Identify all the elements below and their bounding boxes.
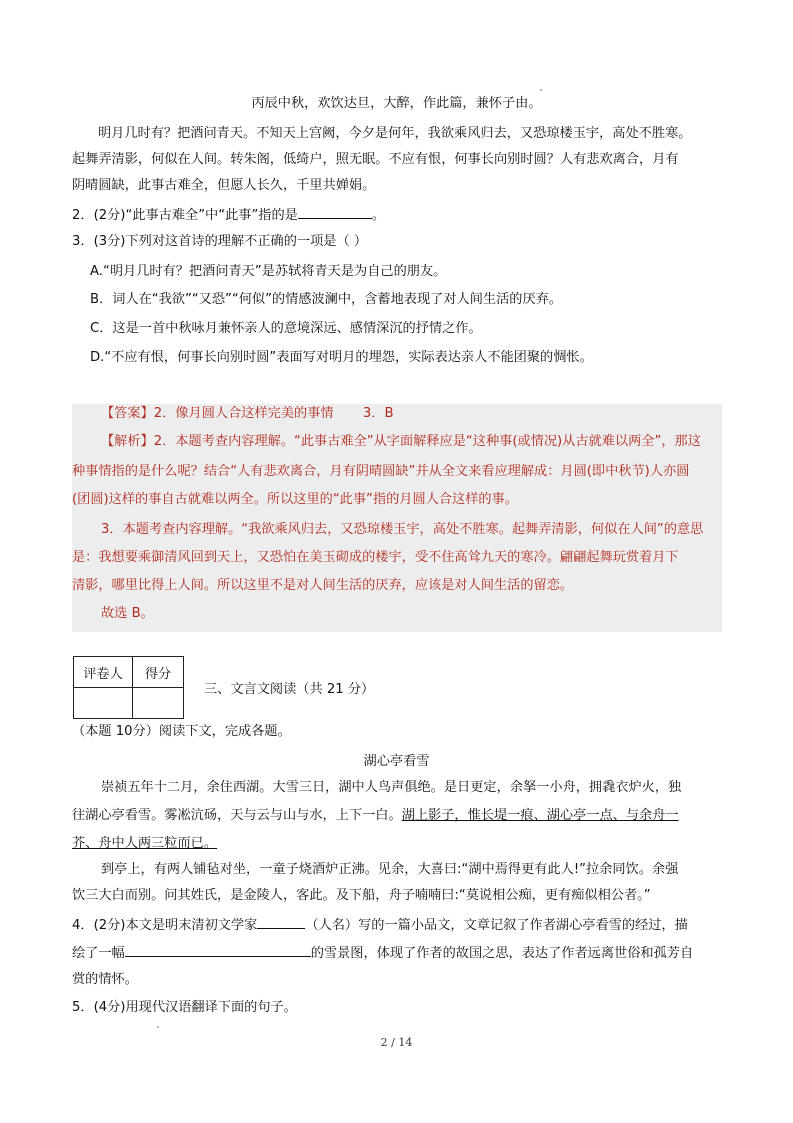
grader-cell — [74, 688, 133, 719]
answer-blank — [298, 204, 372, 219]
scan-speck — [540, 89, 542, 91]
answer-text: 2．像月圆人合这样完美的事情 3．B — [153, 406, 394, 421]
poem-line-2: 起舞弄清影，何似在人间。转朱阁，低绮户，照无眠。不应有恨，何事长向别时圆？人有悲欢离合，月有 — [72, 152, 679, 167]
analysis-line-3: (团圆)这样的事自古就难以两全。所以这里的“此事”指的月圆人合这样的事。 — [72, 492, 518, 507]
question-4-text-3: 绘了一幅 — [72, 946, 125, 961]
analysis-line-6: 清影，哪里比得上人间。所以这里不是对人间生活的厌弃，应该是对人间生活的留恋。 — [72, 578, 574, 593]
article-para-1-text: 往湖心亭看雪。雾凇沆砀，天与云与山与水，上下一白。 — [72, 808, 402, 823]
article-para-2-line-2: 饮三大白而别。问其姓氏，是金陵人，客此。及下船，舟子喃喃曰:“莫说相公痴，更有痴似相公者。” — [72, 888, 651, 903]
section-3-title: 三、文言文阅读（共 21 分） — [204, 682, 375, 697]
article-para-1-line-2 — [72, 806, 679, 826]
question-3-option-a: A.“明月几时有？把酒问青天”是苏轼将青天是为自己的朋友。 — [90, 264, 447, 279]
analysis-line-4: 3．本题考查内容理解。“我欲乘风归去，又恐琼楼玉宇，高处不胜寒。起舞弄清影，何似在人间”的意思 — [101, 522, 704, 537]
analysis-line-2: 种事情指的是什么呢？结合“人有悲欢离合，月有阴晴圆缺”并从全文来看应理解成：月圆(即中秋节)人亦圆 — [72, 464, 690, 479]
question-2 — [72, 204, 385, 226]
analysis-label: 【解析】 — [101, 434, 154, 449]
analysis-line-5: 是：我想要乘御清风回到天上，又恐怕在美玉砌成的楼宇，受不住高耸九天的寒冷。翩翩起舞玩赏着月下 — [72, 550, 679, 565]
question-3-option-d: D.“不应有恨，何事长向别时圆”表面写对明月的埋怨，实际表达亲人不能团聚的惆怅。 — [90, 350, 593, 365]
underlined-sentence-part-1: 湖上影子，惟长堤一痕、湖心亭一点、与余舟一 — [401, 808, 679, 823]
question-4-text-4: 的雪景图，体现了作者的故国之思，表达了作者远离世俗和孤芳自 — [310, 946, 694, 961]
question-3-stem: 3．(3分)下列对这首诗的理解不正确的一项是（ ） — [72, 234, 368, 249]
question-4-line-1 — [72, 914, 688, 936]
question-4-text-2: （人名）写的一篇小品文，文章记叙了作者湖心亭看雪的经过，描 — [305, 918, 688, 933]
section-3-intro: （本题 10分）阅读下文，完成各题。 — [72, 724, 291, 739]
question-4-line-3: 赏的情怀。 — [72, 972, 138, 987]
analysis-text-1: 2．本题考查内容理解。“此事古难全”从字面解释应是“这种事(或情况)从古就难以两全”，那这 — [153, 434, 701, 449]
score-cell — [133, 688, 184, 719]
question-2-text: 2．(2分)“此事古难全”中“此事”指的是 — [72, 208, 298, 223]
poem-line-3: 阴晴圆缺，此事古难全，但愿人长久，千里共婵娟。 — [72, 178, 376, 193]
poem-preface: 丙辰中秋，欢饮达旦，大醉，作此篇，兼怀子由。 — [251, 96, 542, 111]
score-table — [73, 656, 184, 719]
article-para-2-line-1: 到亭上，有两人铺毡对坐，一童子烧酒炉正沸。见余，大喜曰:“湖中焉得更有此人!”拉余同饮。余强 — [101, 862, 679, 877]
question-4-line-2 — [72, 942, 693, 964]
scene-blank — [125, 942, 311, 957]
answer-label: 【答案】 — [101, 406, 154, 421]
page-number: 2 / 14 — [380, 1036, 413, 1049]
question-2-tail: 。 — [371, 208, 386, 223]
analysis-line-1 — [101, 432, 701, 452]
grader-header: 评卷人 — [74, 657, 133, 688]
question-3-option-c: C．这是一首中秋咏月兼怀亲人的意境深远、感情深沉的抒情之作。 — [90, 321, 482, 336]
answer-line — [101, 404, 394, 424]
question-5: 5．(4分)用现代汉语翻译下面的句子。 — [72, 1000, 297, 1015]
question-3-option-b: B．词人在“我欲”“又恐”“何似”的情感波澜中，含蓄地表现了对人间生活的厌弃。 — [90, 292, 563, 307]
author-blank — [257, 914, 305, 929]
article-title: 湖心亭看雪 — [363, 754, 430, 769]
score-header: 得分 — [133, 657, 184, 688]
analysis-line-7: 故选 B。 — [101, 606, 154, 621]
underlined-sentence-part-2: 芥、舟中人两三粒而已。 — [72, 836, 218, 851]
article-para-1-line-1: 崇祯五年十二月，余住西湖。大雪三日，湖中人鸟声俱绝。是日更定，余拏一小舟，拥毳衣炉火，独 — [101, 780, 682, 795]
question-4-text-1: 4．(2分)本文是明末清初文学家 — [72, 918, 258, 933]
poem-line-1: 明月几时有？把酒问青天。不知天上宫阙，今夕是何年，我欲乘风归去，又恐琼楼玉宇，高处不胜寒。 — [98, 126, 692, 141]
scan-speck — [157, 1026, 159, 1028]
